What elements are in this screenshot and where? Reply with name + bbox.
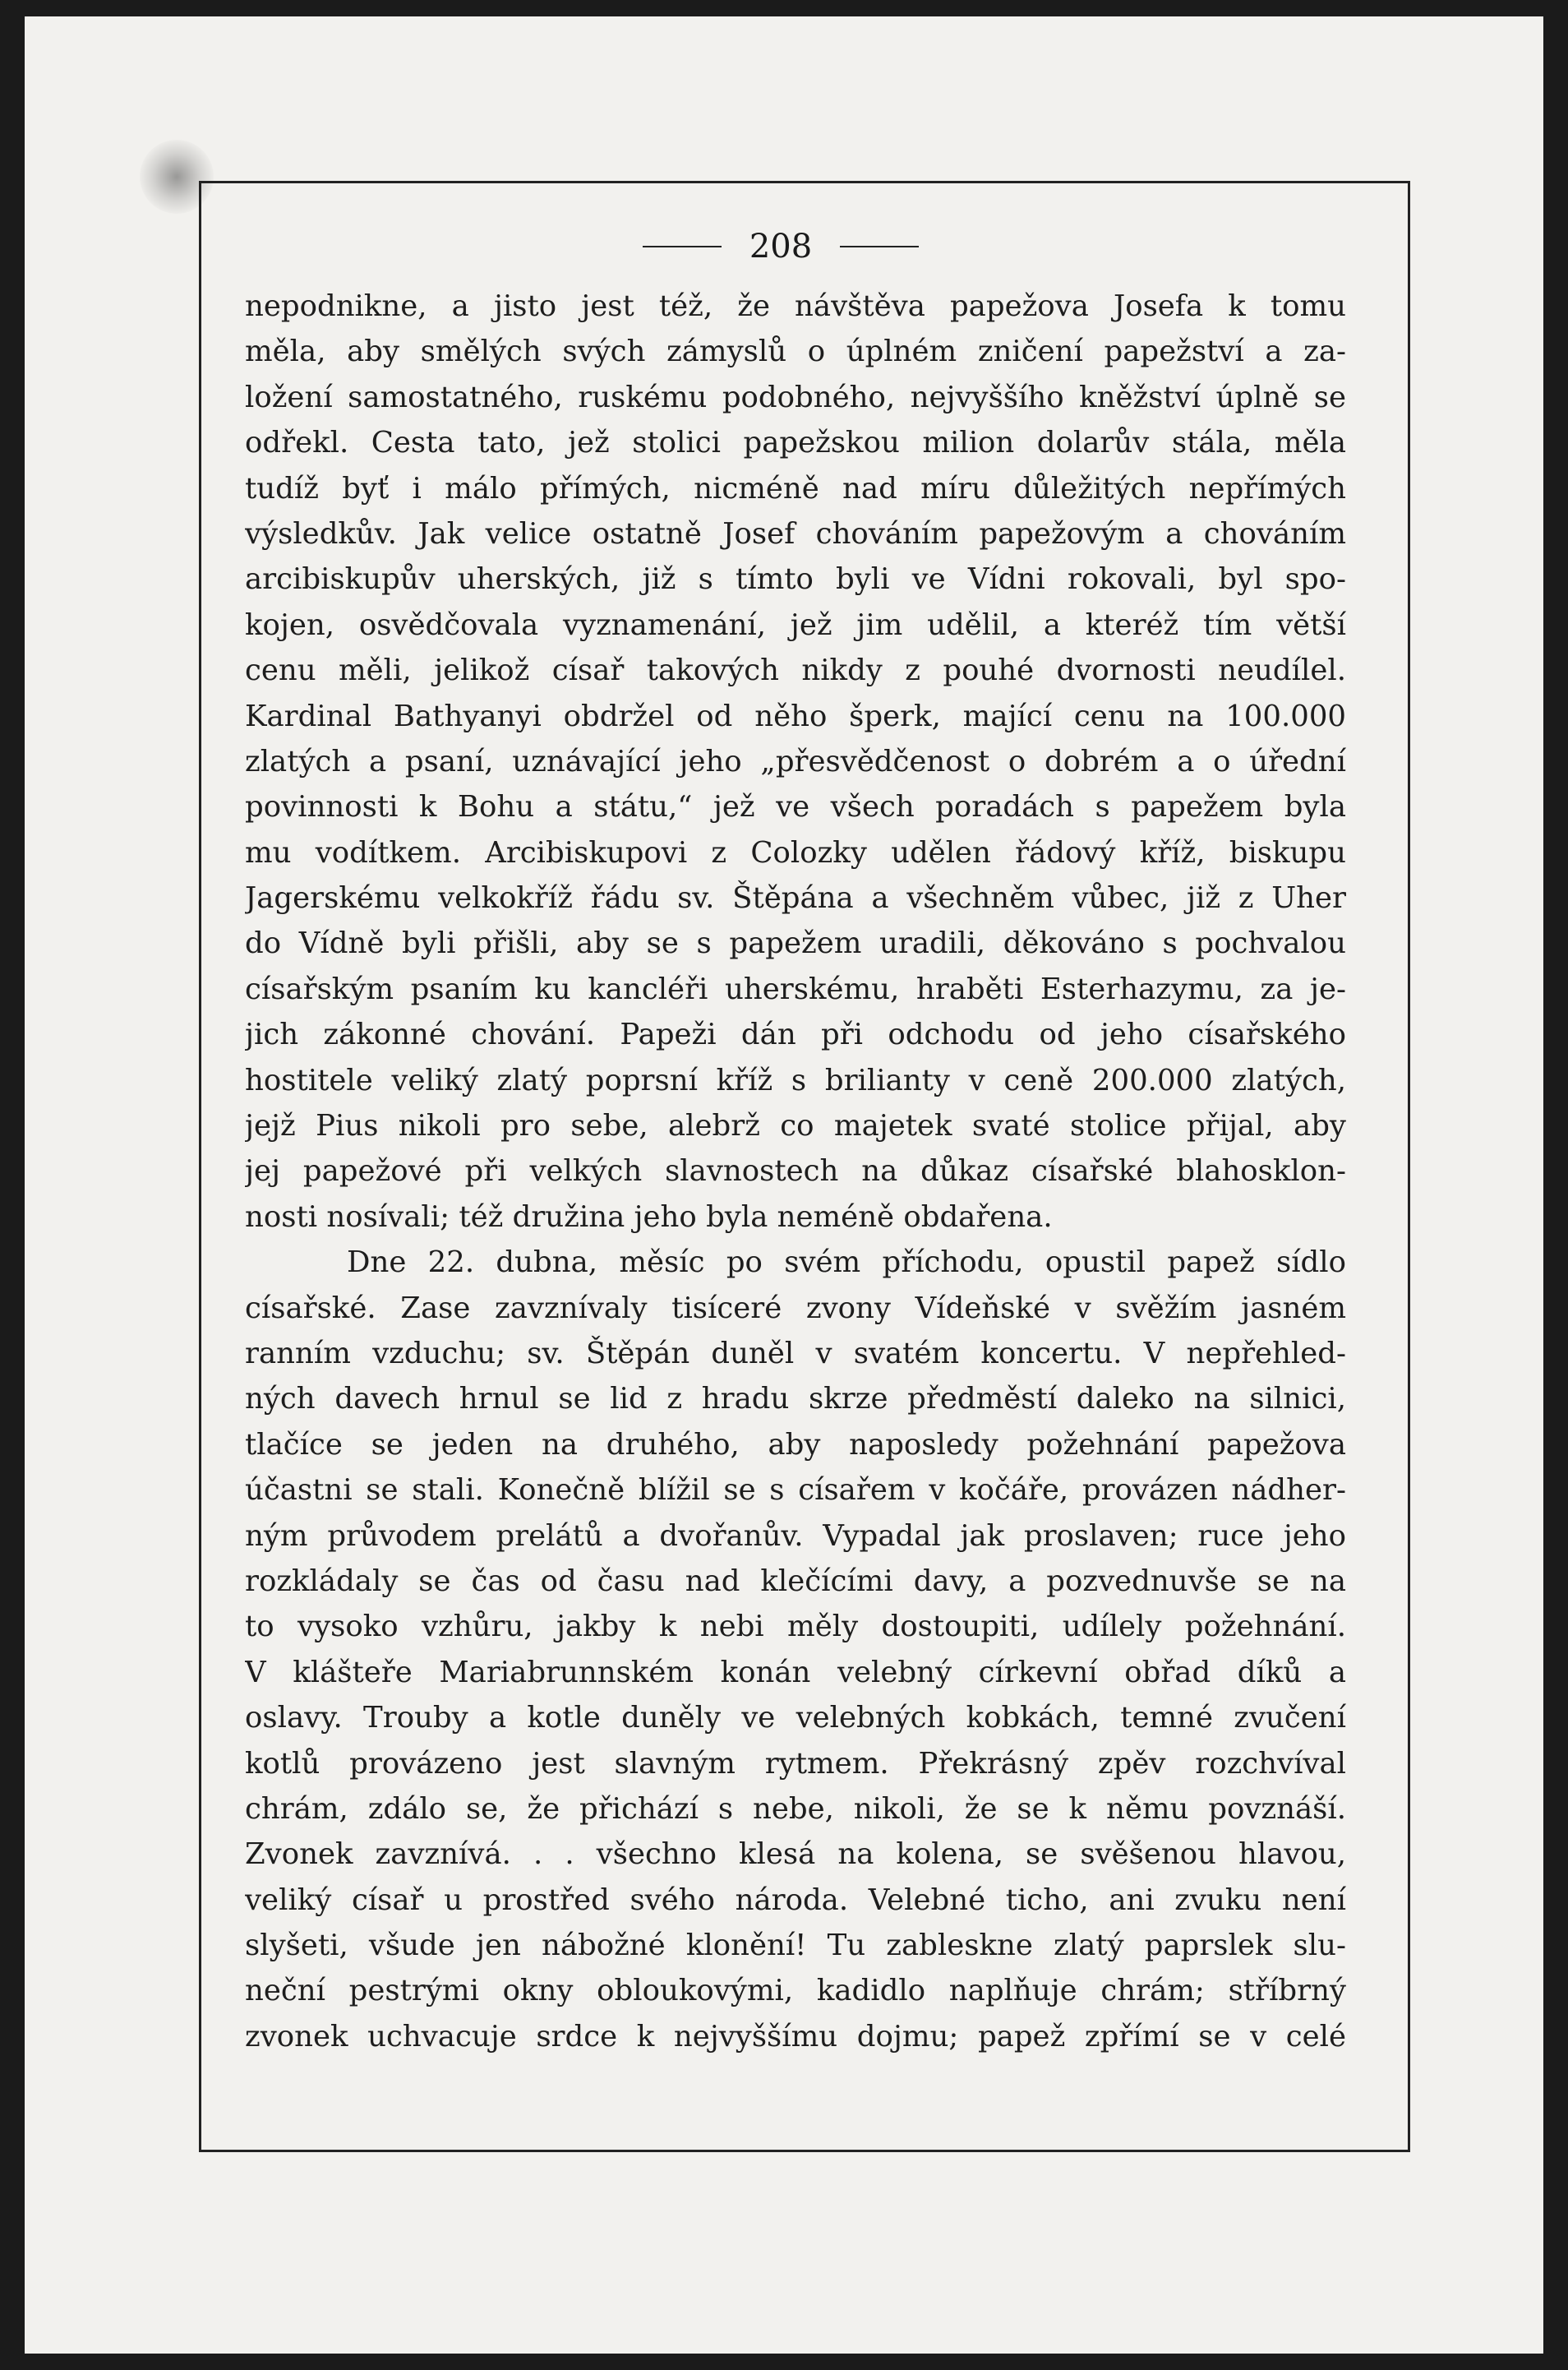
header-rule-left bbox=[643, 246, 722, 247]
text-line: mu vodítkem. Arcibiskupovi z Colozky udělen řádový kříž, biskupu bbox=[245, 835, 1346, 870]
text-line: tudíž byť i málo přímých, nicméně nad míru důležitých nepřímých bbox=[245, 471, 1346, 506]
text-line: Zvonek zavznívá. . . všechno klesá na kolena, se svěšenou hlavou, bbox=[245, 1837, 1346, 1872]
text-line: neční pestrými okny obloukovými, kadidlo naplňuje chrám; stříbrný bbox=[245, 1974, 1346, 2008]
text-line: odřekl. Cesta tato, jež stolici papežskou milion dolarův stála, měla bbox=[245, 426, 1346, 460]
text-line: ranním vzduchu; sv. Štěpán duněl v svatém koncertu. V nepřehled- bbox=[245, 1336, 1346, 1370]
text-line: Dne 22. dubna, měsíc po svém příchodu, opustil papež sídlo bbox=[347, 1245, 1346, 1280]
body-text bbox=[245, 284, 1346, 2059]
text-line: to vysoko vzhůru, jakby k nebi měly dostoupiti, udílely požehnání. bbox=[245, 1610, 1346, 1644]
text-line: císařským psaním ku kancléři uherskému, hraběti Esterhazymu, za je- bbox=[245, 972, 1346, 1006]
text-line: ných davech hrnul se lid z hradu skrze předměstí daleko na silnici, bbox=[245, 1382, 1346, 1416]
text-line: arcibiskupův uherských, již s tímto byli ve Vídni rokovali, byl spo- bbox=[245, 562, 1346, 597]
text-line: do Vídně byli přišli, aby se s papežem uradili, děkováno s pochvalou bbox=[245, 926, 1346, 961]
text-line: zlatých a psaní, uznávající jeho „přesvědčenost o dobrém a o úřední bbox=[245, 744, 1346, 778]
text-line: veliký císař u prostřed svého národa. Velebné ticho, ani zvuku není bbox=[245, 1883, 1346, 1917]
page-number: 208 bbox=[749, 228, 813, 266]
text-line: kojen, osvědčovala vyznamenání, jež jim udělil, a kteréž tím větší bbox=[245, 608, 1346, 642]
text-line: rozkládaly se čas od času nad klečícími davy, a pozvednuvše se na bbox=[245, 1564, 1346, 1598]
text-line: měla, aby smělých svých zámyslů o úplném zničení papežství a za- bbox=[245, 335, 1346, 369]
text-line: jejž Pius nikoli pro sebe, alebrž co majetek svaté stolice přijal, aby bbox=[245, 1109, 1346, 1143]
text-line: výsledkův. Jak velice ostatně Josef chováním papežovým a chováním bbox=[245, 516, 1346, 551]
text-line: Jagerskému velkokříž řádu sv. Štěpána a všechněm vůbec, již z Uher bbox=[245, 881, 1346, 916]
text-line: Kardinal Bathyanyi obdržel od něho šperk, mající cenu na 100.000 bbox=[245, 699, 1346, 733]
text-line: hostitele veliký zlatý poprsní kříž s brilianty v ceně 200.000 zlatých, bbox=[245, 1063, 1346, 1097]
text-line: povinnosti k Bohu a státu,“ jež ve všech poradách s papežem byla bbox=[245, 790, 1346, 825]
header-rule-right bbox=[840, 246, 919, 247]
text-line: cenu měli, jelikož císař takových nikdy z pouhé dvornosti neudílel. bbox=[245, 654, 1346, 688]
text-line: nosti nosívali; též družina jeho byla neméně obdařena. bbox=[245, 1199, 1053, 1234]
text-line: V klášteře Mariabrunnském konán velebný církevní obřad díků a bbox=[245, 1655, 1346, 1689]
text-line: tlačíce se jeden na druhého, aby naposledy požehnání papežova bbox=[245, 1427, 1346, 1462]
text-line: chrám, zdálo se, že přichází s nebe, nikoli, že se k němu povznáší. bbox=[245, 1791, 1346, 1826]
text-line: jich zákonné chování. Papeži dán při odchodu od jeho císařského bbox=[245, 1018, 1346, 1052]
text-line: ným průvodem prelátů a dvořanův. Vypadal jak proslaven; ruce jeho bbox=[245, 1518, 1346, 1553]
text-line: kotlů provázeno jest slavným rytmem. Překrásný zpěv rozchvíval bbox=[245, 1746, 1346, 1781]
text-line: ložení samostatného, ruskému podobného, nejvyššího kněžství úplně se bbox=[245, 380, 1346, 414]
text-line: účastni se stali. Konečně blížil se s císařem v kočáře, provázen nádher- bbox=[245, 1473, 1346, 1508]
text-line: zvonek uchvacuje srdce k nejvyššímu dojmu; papež zpřímí se v celé bbox=[245, 2019, 1346, 2054]
text-line: oslavy. Trouby a kotle duněly ve velebných kobkách, temné zvučení bbox=[245, 1701, 1346, 1735]
text-line: císařské. Zase zavznívaly tisíceré zvony Vídeňské v svěžím jasném bbox=[245, 1291, 1346, 1325]
text-line: jej papežové při velkých slavnostech na důkaz císařské blahosklon- bbox=[245, 1154, 1346, 1189]
page-header bbox=[197, 222, 1364, 271]
text-line: nepodnikne, a jisto jest též, že návštěva papežova Josefa k tomu bbox=[245, 289, 1346, 323]
text-line: slyšeti, všude jen nábožné klonění! Tu zableskne zlatý paprslek slu- bbox=[245, 1929, 1346, 1963]
